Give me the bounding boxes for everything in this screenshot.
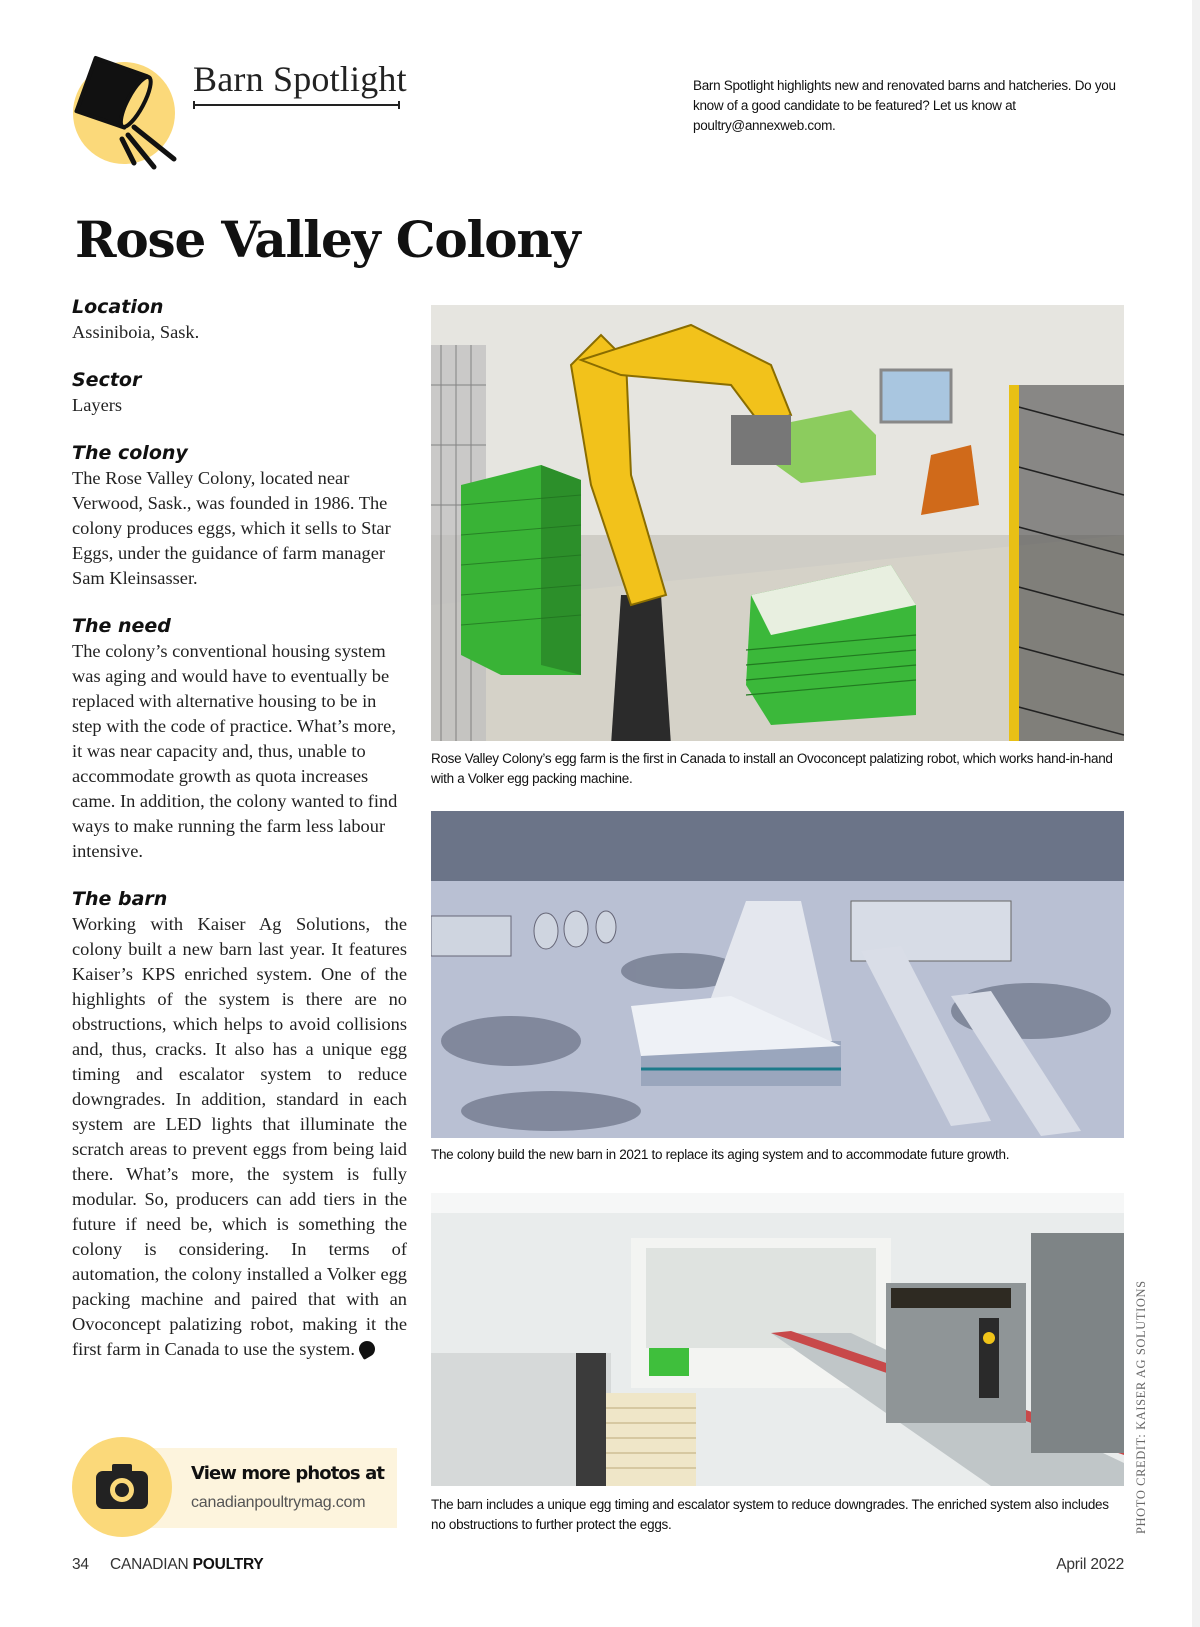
magazine-name xyxy=(110,1556,264,1574)
issue-date: April 2022 xyxy=(1056,1556,1124,1573)
magazine-name-prefix: CANADIAN xyxy=(110,1556,189,1573)
magazine-name-bold: POULTRY xyxy=(192,1556,264,1573)
need-text: The colony’s conventional housing system was aging and would have to eventually be replaced with alternative housing to be in step with the code of practice. What’s more, it was near capacity and, thus, unable to accommodate growth as quota increases came. In addition, the colony wanted to find ways to make running the farm less labour intensive. xyxy=(72,641,398,861)
article-body xyxy=(72,294,407,1362)
colony-text: The Rose Valley Colony, located near Verwood, Sask., was founded in 1986. The colony produces eggs, which it sells to Star Eggs, under the guidance of farm manager Sam Kleinsasser. xyxy=(72,468,391,588)
promo-title: View more photos at xyxy=(191,1463,385,1484)
barn-text-block xyxy=(72,912,407,1362)
page-edge xyxy=(1192,0,1200,1627)
promo-badge xyxy=(72,1437,172,1537)
photo-robot xyxy=(431,305,1124,741)
photo-credit: PHOTO CREDIT: KAISER AG SOLUTIONS xyxy=(1134,1280,1148,1534)
section-title-rule xyxy=(193,104,400,106)
sector-label: Sector xyxy=(72,369,142,391)
photo-aerial-barn xyxy=(431,811,1124,1138)
section-intro: Barn Spotlight highlights new and renovated barns and hatcheries. Do you know of a good candidate to be featured? Let us know at poultry@annexweb.com. xyxy=(693,78,1116,133)
need-heading: The need xyxy=(72,615,171,637)
end-mark-icon xyxy=(356,1338,378,1360)
caption-packing-room: The barn includes a unique egg timing and escalator system to reduce downgrades. The enriched system also includes no obstructions to further protect the eggs. xyxy=(431,1497,1109,1532)
article-title: Rose Valley Colony xyxy=(75,210,580,269)
location-label: Location xyxy=(72,296,164,318)
section-title: Barn Spotlight xyxy=(193,59,407,99)
sector-value: Layers xyxy=(72,395,123,415)
promo-box[interactable] xyxy=(150,1448,397,1528)
barn-text: Working with Kaiser Ag Solutions, the colony built a new barn last year. It features Kaiser’s KPS enriched system. One of the highlights of the system is there are no obstructions, which helps to avoid collisions and, thus, cracks. It also has a unique egg timing and escalator system to reduce downgrades. In addition, standard in each system are LED lights that illuminate the scratch areas to prevent eggs from being laid there. What’s more, the system is fully modular. So, producers can add tiers in the future if need be, which is something the colony is considering. In terms of automation, the colony installed a Volker egg packing machine and paired that with an Ovoconcept palatizing robot, making it the first farm in Canada to use the system. xyxy=(72,914,407,1359)
camera-icon xyxy=(72,1437,172,1537)
spotlight-icon xyxy=(72,55,188,171)
caption-aerial-barn: The colony build the new barn in 2021 to replace its aging system and to accommodate future growth. xyxy=(431,1147,1010,1162)
page-number: 34 xyxy=(72,1556,89,1573)
barn-heading: The barn xyxy=(72,888,168,910)
caption-robot: Rose Valley Colony’s egg farm is the first in Canada to install an Ovoconcept palatizing robot, which works hand-in-hand with a Volker egg packing machine. xyxy=(431,751,1113,786)
location-value: Assiniboia, Sask. xyxy=(72,322,200,342)
colony-heading: The colony xyxy=(72,442,188,464)
promo-url-link[interactable]: canadianpoultrymag.com xyxy=(191,1494,366,1511)
photo-packing-room xyxy=(431,1193,1124,1486)
